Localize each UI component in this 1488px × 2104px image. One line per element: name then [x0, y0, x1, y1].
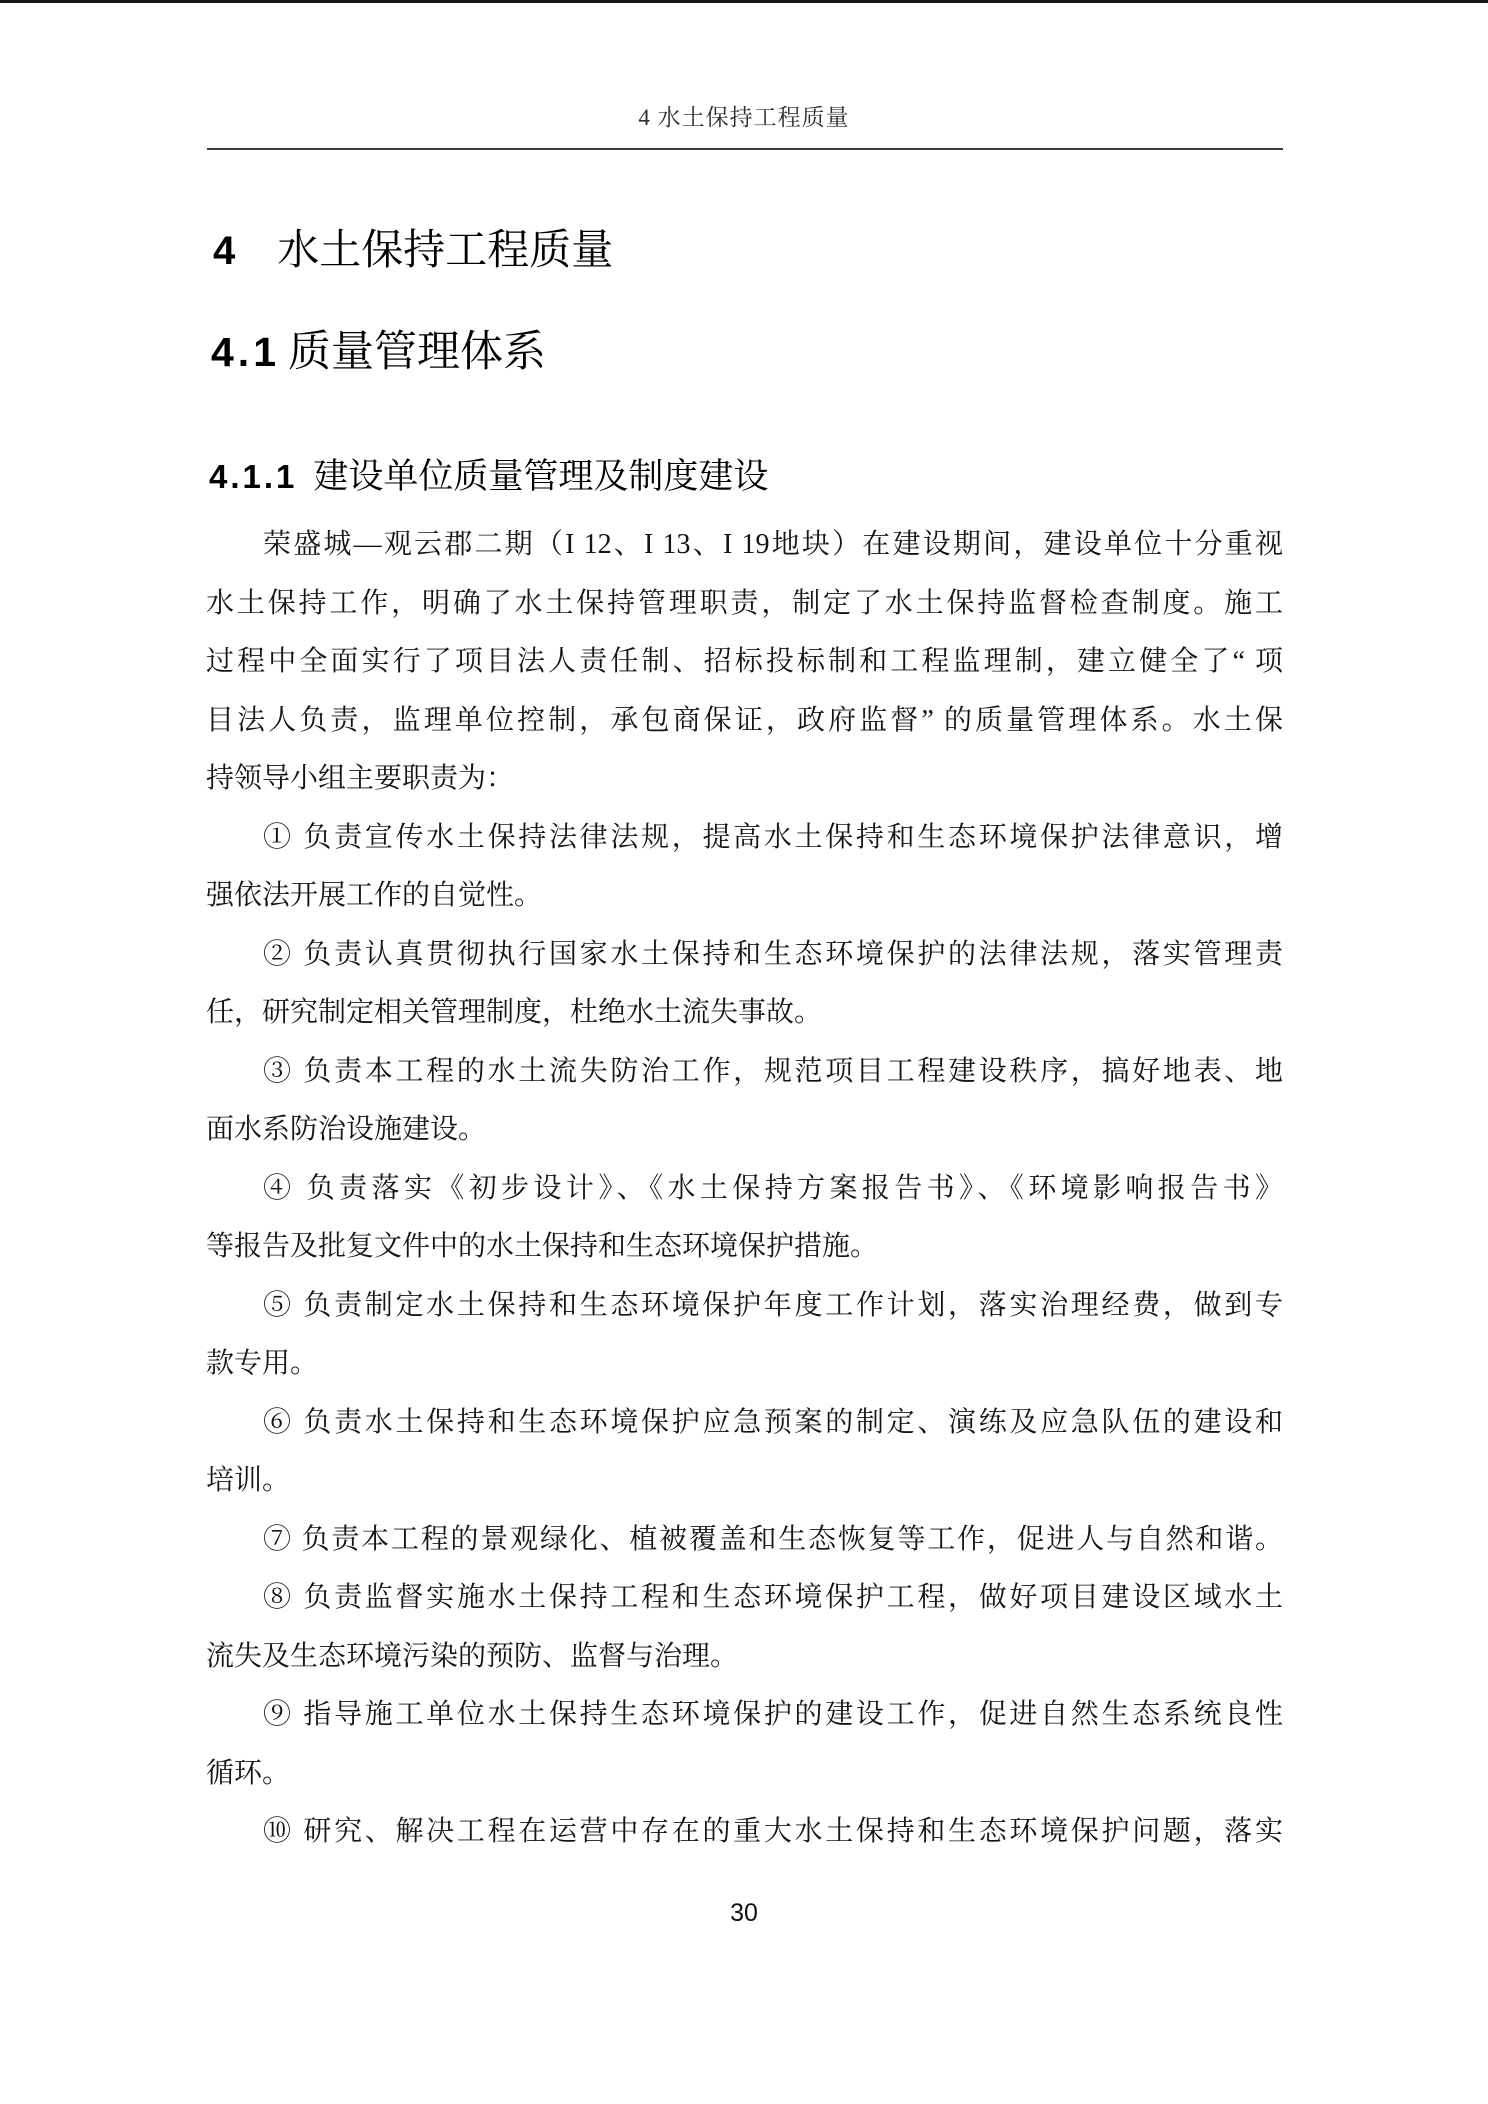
body-line: ② 负责认真贯彻执行国家水土保持和生态环境保护的法律法规，落实管理责	[263, 938, 1283, 970]
body-line: ⑩ 研究、解决工程在运营中存在的重大水土保持和生态环境保护问题，落实	[263, 1816, 1283, 1847]
heading-chapter-number: 4	[213, 229, 236, 273]
heading-section-number: 4.1	[211, 329, 280, 375]
body-line: ⑥ 负责水土保持和生态环境保护应急预案的制定、演练及应急队伍的建设和	[263, 1406, 1283, 1438]
body-line: 等报告及批复文件中的水土保持和生态环境保护措施。	[206, 1231, 879, 1262]
body-line: ⑦ 负责本工程的景观绿化、植被覆盖和生态恢复等工作，促进人与自然和谐。	[263, 1523, 1283, 1555]
running-header-text: 4 水土保持工程质量	[638, 105, 850, 130]
page-footer	[0, 1896, 1488, 1930]
heading-subsection-number: 4.1.1	[209, 458, 298, 495]
body-line: 款专用。	[206, 1348, 319, 1379]
body-line: ① 负责宣传水土保持法律法规，提高水土保持和生态环境保护法律意识，增	[263, 821, 1283, 853]
body-line: 水土保持工作，明确了水土保持管理职责，制定了水土保持监督检查制度。施工	[206, 587, 1283, 619]
body-line: 循环。	[206, 1757, 291, 1789]
heading-subsection-title: 建设单位质量管理及制度建设	[313, 457, 769, 496]
body-line: 持领导小组主要职责为：	[206, 763, 515, 794]
document-body	[206, 516, 1283, 1862]
running-header	[0, 102, 1488, 134]
heading-chapter-title: 水土保持工程质量	[277, 228, 614, 274]
header-rule	[207, 148, 1283, 150]
body-line: ⑧ 负责监督实施水土保持工程和生态环境保护工程，做好项目建设区域水土	[263, 1582, 1283, 1613]
body-line: 面水系防治设施建设。	[206, 1114, 487, 1145]
body-line: 荣盛城—观云郡二期（I 12、I 13、I 19地块）在建设期间，建设单位十分重视	[263, 529, 1283, 560]
body-line: ④ 负责落实《初步设计》、《水土保持方案报告书》、《环境影响报告书》	[263, 1172, 1283, 1204]
heading-section-title: 质量管理体系	[288, 329, 546, 376]
body-line: 流失及生态环境污染的预防、监督与治理。	[206, 1640, 739, 1672]
body-line: 任，研究制定相关管理制度，杜绝水土流失事故。	[206, 997, 823, 1028]
heading-chapter	[213, 224, 613, 278]
page-top-edge-artifact	[0, 0, 1488, 3]
body-line: 过程中全面实行了项目法人责任制、招标投标制和工程监理制，建立健全了“ 项	[206, 646, 1283, 677]
body-line: ③ 负责本工程的水土流失防治工作，规范项目工程建设秩序，搞好地表、地	[263, 1055, 1283, 1087]
heading-section	[211, 324, 546, 381]
body-line: 培训。	[206, 1465, 291, 1496]
page-number: 30	[730, 1899, 758, 1927]
body-line: ⑤ 负责制定水土保持和生态环境保护年度工作计划，落实治理经费，做到专	[263, 1289, 1283, 1321]
body-line: 强依法开展工作的自觉性。	[206, 880, 543, 911]
body-line: 目法人负责，监理单位控制，承包商保证，政府监督” 的质量管理体系。水土保	[206, 704, 1283, 736]
heading-subsection	[209, 452, 768, 501]
body-line: ⑨ 指导施工单位水土保持生态环境保护的建设工作，促进自然生态系统良性	[263, 1699, 1283, 1730]
